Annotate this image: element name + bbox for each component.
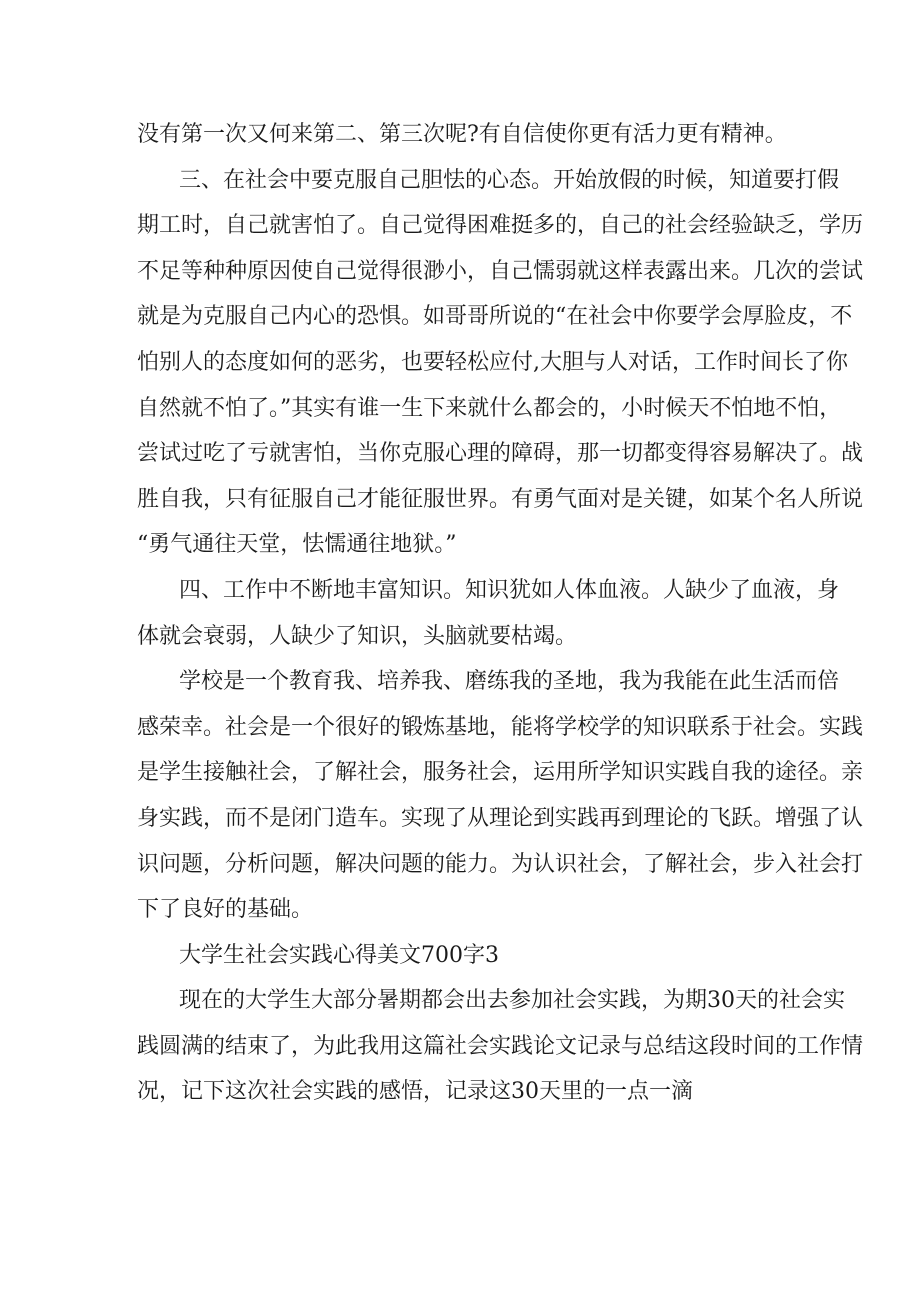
text-line: 下了良好的基础。	[137, 897, 314, 923]
text-line: 识问题，分析问题，解决问题的能力。为认识社会，了解社会，步入社会打	[137, 851, 864, 877]
text-line: 怕别人的态度如何的恶劣，也要轻松应付,大胆与人对话，工作时间长了你	[137, 349, 848, 375]
text-line: 胜自我，只有征服自己才能征服世界。有勇气面对是关键，如某个名人所说	[137, 486, 864, 512]
text-line: “勇气通往天堂，怯懦通往地狱。”	[137, 532, 457, 558]
text-line: 学校是一个教育我、培养我、磨练我的圣地，我为我能在此生活而倍	[179, 669, 840, 695]
text-line: 现在的大学生大部分暑期都会出去参加社会实践，为期30天的社会实	[179, 988, 845, 1014]
text-line: 期工时，自己就害怕了。自己觉得困难挺多的，自己的社会经验缺乏，学历	[137, 213, 864, 239]
paragraph-section-three	[137, 158, 864, 568]
text-line: 尝试过吃了亏就害怕，当你克服心理的障碍，那一切都变得容易解决了。战	[137, 441, 864, 467]
text-line: 身实践，而不是闭门造车。实现了从理论到实践再到理论的飞跃。增强了认	[137, 805, 864, 831]
paragraph-school	[137, 659, 864, 933]
text-line: 就是为克服自己内心的恐惧。如哥哥所说的“在社会中你要学会厚脸皮，不	[137, 304, 853, 330]
text-line: 不足等种种原因使自己觉得很渺小，自己懦弱就这样表露出来。几次的尝试	[137, 258, 864, 284]
text-line: 四、工作中不断地丰富知识。知识犹如人体血液。人缺少了血液，身	[179, 577, 840, 603]
document-body	[137, 112, 864, 1115]
text-line: 是学生接触社会，了解社会，服务社会，运用所学知识实践自我的途径。亲	[137, 760, 864, 786]
paragraph-section-four	[137, 568, 840, 659]
text-line: 感荣幸。社会是一个很好的锻炼基地，能将学校学的知识联系于社会。实践	[137, 714, 864, 740]
paragraph-continuation	[137, 112, 797, 158]
text-line: 没有第一次又何来第二、第三次呢?有自信使你更有活力更有精神。	[137, 122, 787, 147]
text-line: 自然就不怕了。”其实有谁一生下来就什么都会的，小时候天不怕地不怕，	[137, 395, 842, 421]
text-line: 三、在社会中要克服自己胆怯的心态。开始放假的时候，知道要打假	[179, 167, 840, 193]
section-heading-text: 大学生社会实践心得美文700字3	[179, 942, 499, 968]
text-line: 况，记下这次社会实践的感悟，记录这30天里的一点一滴	[137, 1079, 693, 1105]
section-heading	[137, 933, 797, 979]
text-line: 践圆满的结束了，为此我用这篇社会实践论文记录与总结这段时间的工作情	[137, 1033, 864, 1059]
paragraph-intro	[137, 978, 864, 1115]
text-line: 体就会衰弱，人缺少了知识，头脑就要枯竭。	[137, 623, 578, 649]
